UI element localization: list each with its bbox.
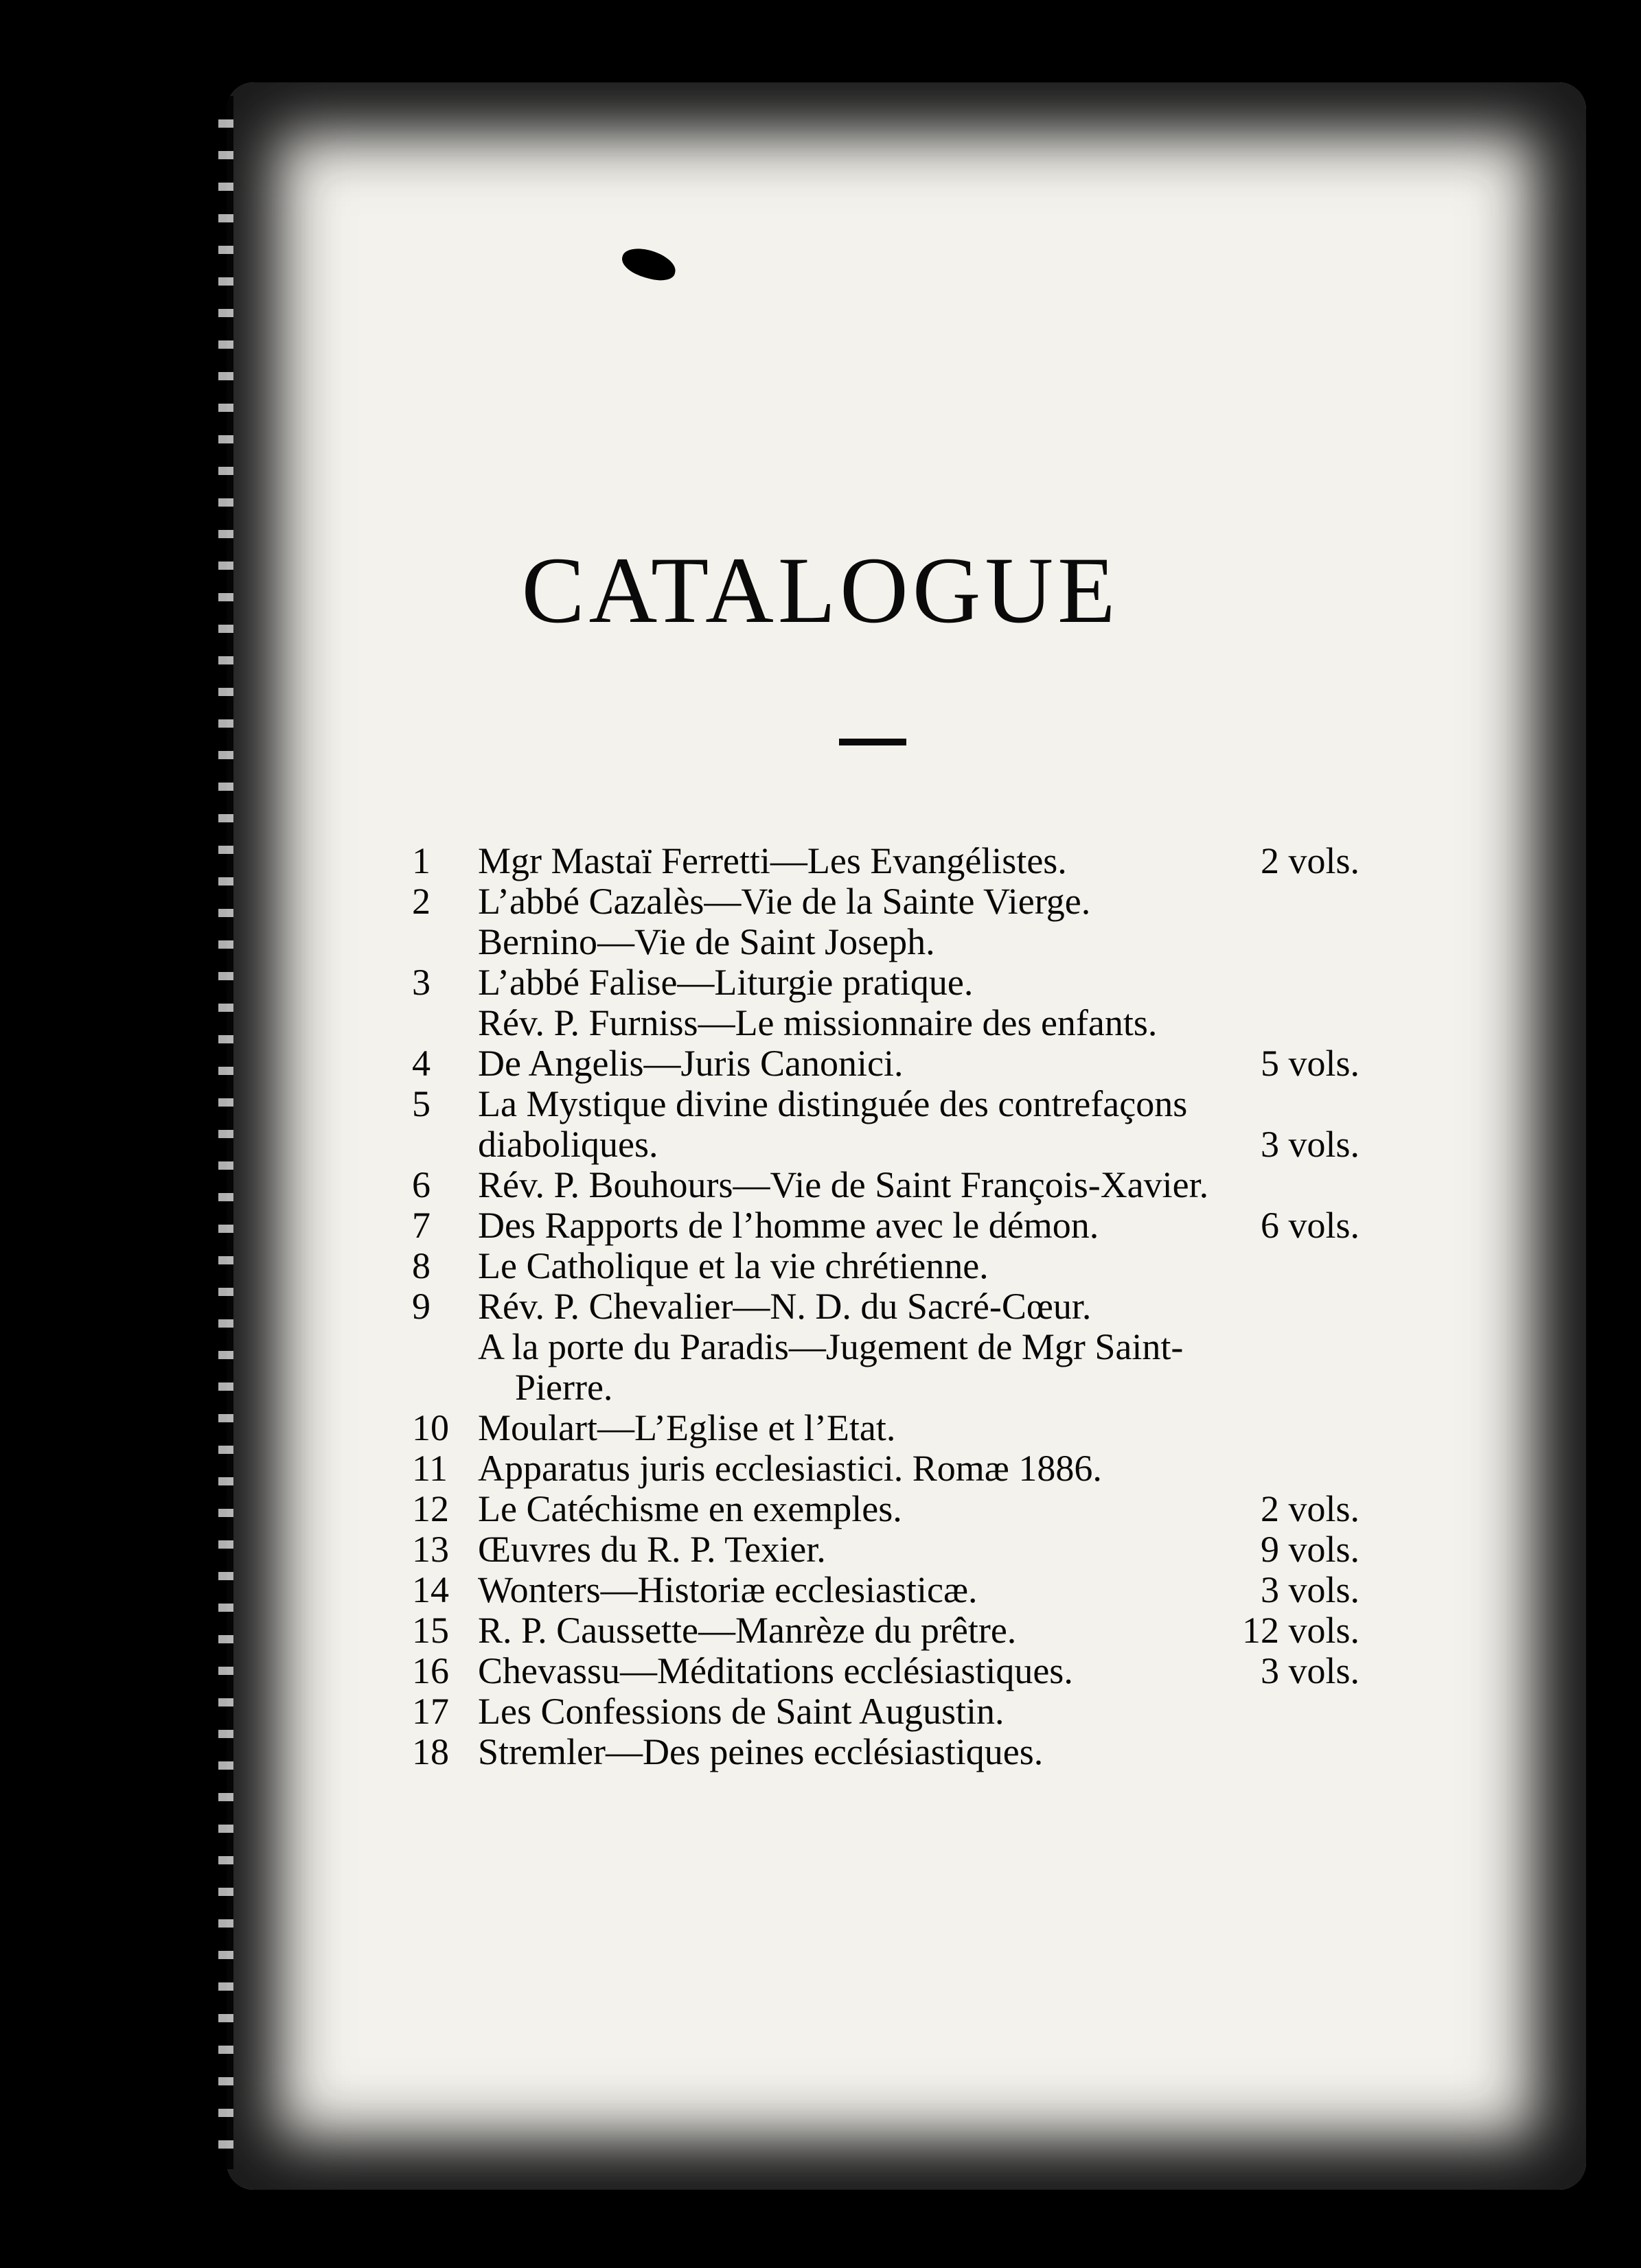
entry-number: 17: [412, 1691, 449, 1732]
entry-title: L’abbé Falise—Liturgie pratique.: [478, 962, 974, 1003]
catalogue-list: [412, 841, 1359, 1772]
entry-number: 18: [412, 1731, 449, 1772]
entry-title: Rév. P. Bouhours—Vie de Saint François-Xavier.: [478, 1164, 1209, 1205]
entry-title: A la porte du Paradis—Jugement de Mgr Saint-: [478, 1326, 1184, 1367]
entry-volumes: 3 vols.: [1260, 1569, 1359, 1610]
catalogue-entry: [412, 1732, 1359, 1772]
catalogue-entry: [412, 1570, 1359, 1610]
entry-number: 16: [412, 1650, 449, 1691]
entry-number: 9: [412, 1286, 431, 1327]
entry-title: Mgr Mastaï Ferretti—Les Evangélistes.: [478, 840, 1067, 881]
catalogue-entry: [412, 1489, 1359, 1529]
catalogue-entry: [412, 1165, 1359, 1205]
entry-number: 14: [412, 1569, 449, 1610]
entry-number: 7: [412, 1205, 431, 1246]
entry-title: Moulart—L’Eglise et l’Etat.: [478, 1407, 896, 1448]
entry-number: 5: [412, 1083, 431, 1124]
entry-number: 11: [412, 1448, 448, 1489]
catalogue-entry: [412, 1691, 1359, 1732]
catalogue-entry: [412, 1529, 1359, 1570]
entry-title: Apparatus juris ecclesiastici. Romæ 1886.: [478, 1448, 1102, 1489]
entry-title: R. P. Caussette—Manrèze du prêtre.: [478, 1610, 1017, 1651]
entry-title: De Angelis—Juris Canonici.: [478, 1043, 904, 1084]
catalogue-entry: [412, 1286, 1359, 1327]
entry-number: 8: [412, 1245, 431, 1286]
entry-number: 1: [412, 840, 431, 881]
entry-number: 13: [412, 1529, 449, 1570]
entry-title: Le Catholique et la vie chrétienne.: [478, 1245, 989, 1286]
entry-title: Rév. P. Furniss—Le missionnaire des enfants.: [478, 1002, 1158, 1043]
entry-title: Œuvres du R. P. Texier.: [478, 1529, 826, 1570]
catalogue-entry: [412, 922, 1359, 962]
entry-number: 10: [412, 1407, 449, 1448]
page-title: CATALOGUE: [521, 537, 1120, 643]
catalogue-entry: [412, 1448, 1359, 1489]
entry-title: Chevassu—Méditations ecclésiastiques.: [478, 1650, 1073, 1691]
entry-volumes: 9 vols.: [1260, 1529, 1359, 1570]
entry-title: Les Confessions de Saint Augustin.: [478, 1691, 1005, 1732]
catalogue-entry: [412, 1205, 1359, 1246]
entry-number: 15: [412, 1610, 449, 1651]
entry-title: diaboliques.: [478, 1124, 658, 1165]
entry-title: Des Rapports de l’homme avec le démon.: [478, 1205, 1099, 1246]
catalogue-entry: [412, 1084, 1359, 1124]
entry-title: Rév. P. Chevalier—N. D. du Sacré-Cœur.: [478, 1286, 1092, 1327]
catalogue-entry: [412, 1651, 1359, 1691]
entry-title: Pierre.: [478, 1367, 613, 1408]
entry-volumes: 6 vols.: [1260, 1205, 1359, 1246]
catalogue-entry: [412, 1246, 1359, 1286]
catalogue-entry: [412, 1610, 1359, 1651]
catalogue-entry: [412, 1408, 1359, 1448]
entry-title: Stremler—Des peines ecclésiastiques.: [478, 1731, 1044, 1772]
entry-number: 4: [412, 1043, 431, 1084]
catalogue-entry: [412, 881, 1359, 922]
entry-title: L’abbé Cazalès—Vie de la Sainte Vierge.: [478, 881, 1091, 922]
catalogue-entry: [412, 841, 1359, 881]
title-divider: [839, 739, 906, 745]
catalogue-entry: [412, 962, 1359, 1003]
entry-volumes: 3 vols.: [1260, 1650, 1359, 1691]
entry-number: 12: [412, 1488, 449, 1529]
entry-number: 6: [412, 1164, 431, 1205]
entry-number: 3: [412, 962, 431, 1003]
entry-title: Wonters—Historiæ ecclesiasticæ.: [478, 1569, 978, 1610]
entry-volumes: 2 vols.: [1260, 1488, 1359, 1529]
entry-title: Le Catéchisme en exemples.: [478, 1488, 902, 1529]
catalogue-entry: [412, 1367, 1359, 1408]
entry-number: 2: [412, 881, 431, 922]
entry-volumes: 2 vols.: [1260, 840, 1359, 881]
catalogue-entry: [412, 1327, 1359, 1367]
catalogue-entry: [412, 1043, 1359, 1084]
entry-volumes: 5 vols.: [1260, 1043, 1359, 1084]
entry-volumes: 3 vols.: [1260, 1124, 1359, 1165]
entry-title: La Mystique divine distinguée des contrefaçons: [478, 1083, 1188, 1124]
entry-volumes: 12 vols.: [1241, 1610, 1359, 1651]
binding-stitches: [218, 96, 233, 2169]
catalogue-entry: [412, 1124, 1359, 1165]
entry-title: Bernino—Vie de Saint Joseph.: [478, 921, 935, 962]
catalogue-entry: [412, 1003, 1359, 1043]
